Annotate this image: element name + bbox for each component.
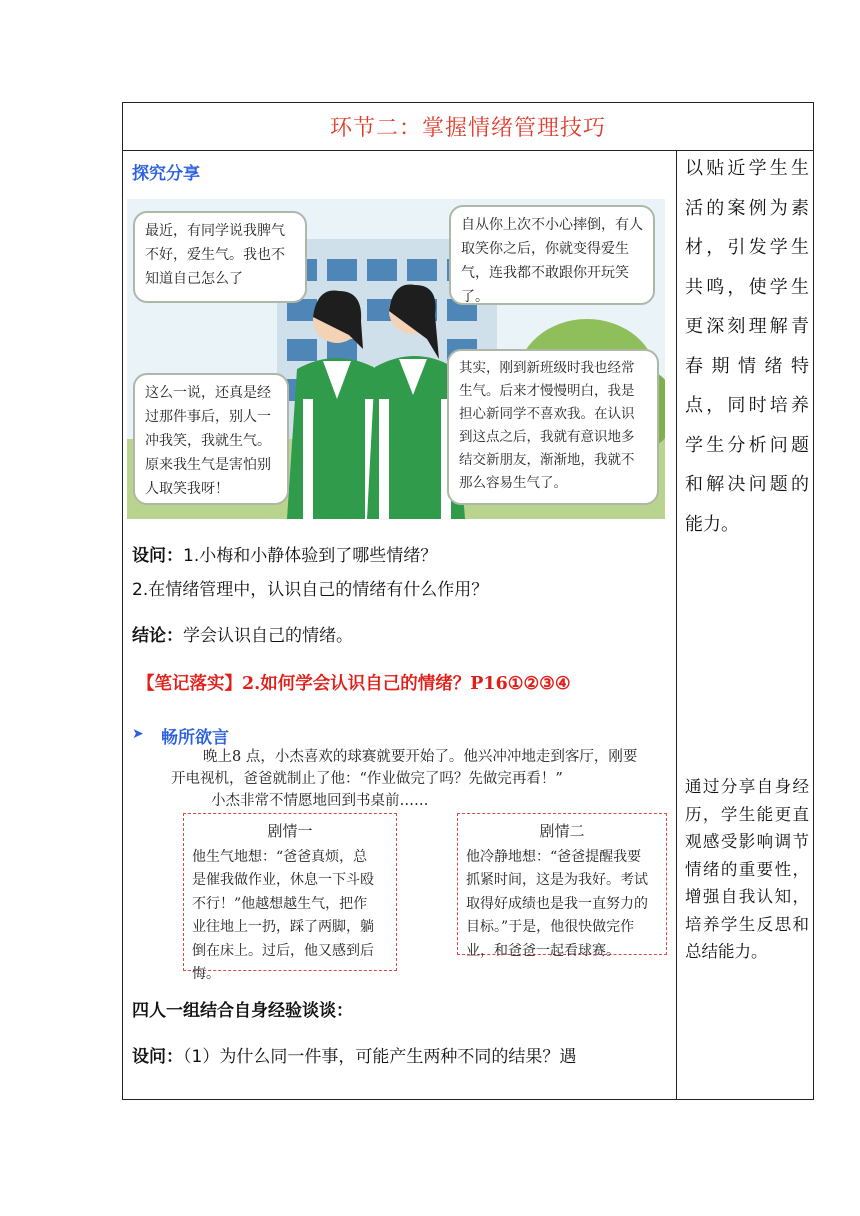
lesson-table [122, 102, 814, 1100]
plot-one-title: 剧情一 [267, 822, 313, 840]
story-line-2: 开电视机，爸爸就制止了他：“作业做完了吗？先做完再看！” [171, 771, 563, 787]
speech-bubble-bottom-right: 其实，刚到新班级时我也经常生气。后来才慢慢明白，我是担心新同学不喜欢我。在认识到这点之后，我就有意识地多结交新朋友，渐渐地，我就不那么容易生气了。 [447, 349, 659, 505]
conclusion-label: 结论： [132, 626, 183, 646]
question-line-3 [132, 1042, 576, 1067]
side-notes-column [677, 151, 813, 1099]
speech-bubble-top-right: 自从你上次不小心摔倒，有人取笑你之后，你就变得爱生气，连我都不敢跟你开玩笑了。 [449, 205, 655, 305]
plot-two-line-5: 业，和爸爸一起看球赛。 [466, 942, 620, 959]
plot-one-line [192, 846, 388, 870]
speech-bubble-top-left: 最近，有同学说我脾气不好，爱生气。我也不知道自己怎么了 [133, 211, 307, 303]
plot-one-line-5: 倒在床上。过后，他又感到后 [192, 942, 374, 959]
plot-two-title: 剧情二 [539, 822, 585, 840]
question-line-1 [132, 541, 437, 566]
plot-one-line-4: 业往地上一扔，踩了两脚，躺 [192, 919, 374, 935]
plot-one-line-2: 是催我做作业，休息一下斗殴 [192, 872, 374, 888]
side-note-1: 以贴近学生生活的案例为素材，引发学生共鸣，使学生更深刻理解青春期情绪特点，同时培养学生分析问题和解决问题的能力。 [685, 158, 809, 535]
plot-one-line-1: 他生气地想：“爸爸真烦，总 [192, 848, 368, 865]
section-title-row [123, 103, 813, 151]
side-note-2: 通过分享自身经历，学生能更直观感受影响调节情绪的重要性，增强自我认知，培养学生反思和总结能力。 [685, 777, 809, 961]
question-label: 设问： [132, 546, 183, 566]
note-callout: 【笔记落实】2.如何学会认识自己的情绪？P16①②③④ [137, 674, 571, 694]
conclusion-line [132, 621, 353, 646]
arrow-bullet-icon: ➤ [132, 726, 144, 742]
story-line-3: 小杰非常不情愿地回到书桌前…… [211, 793, 429, 809]
speech-bubble-bottom-left: 这么一说，还真是经过那件事后，别人一冲我笑，我就生气。原来我生气是害怕别人取笑我呀！ [133, 373, 289, 505]
heading-explore-share: 探究分享 [132, 164, 200, 184]
plot-two-line-4: 目标。”于是，他很快做完作 [466, 919, 635, 935]
main-column [123, 151, 676, 1099]
classroom-illustration [127, 199, 665, 519]
question-3-text: （1）为什么同一件事，可能产生两种不同的结果？遇 [183, 1047, 577, 1067]
plot-one-line-6: 悔。 [192, 966, 220, 982]
plot-one-box [183, 813, 397, 982]
plot-two-box [457, 813, 667, 959]
story-excerpt [163, 745, 676, 985]
plot-two-line-3: 取得好成绩也是我一直努力的 [466, 895, 648, 912]
section-title: 环节二：掌握情绪管理技巧 [329, 116, 606, 141]
plot-one-line-3: 不行！”他越想越生气，把作 [192, 895, 368, 912]
plot-two-line-1: 他冷静地想：“爸爸提醒我要 [466, 848, 642, 865]
question-2-text: 2.在情绪管理中，认识自己的情绪有什么作用？ [132, 580, 489, 600]
question-1-text: 1.小梅和小静体验到了哪些情绪？ [183, 546, 438, 566]
heading-speak-freely: 畅所欲言 [161, 728, 229, 748]
story-line-1: 晚上8 点，小杰喜欢的球赛就要开始了。他兴冲冲地走到客厅，刚要 [203, 749, 638, 765]
plot-two-line-2: 抓紧时间，这是为我好。考试 [466, 872, 648, 888]
conclusion-text: 学会认识自己的情绪。 [183, 626, 353, 646]
question-label-2: 设问： [132, 1047, 183, 1067]
group-prompt: 四人一组结合自身经验谈谈： [132, 1001, 353, 1021]
